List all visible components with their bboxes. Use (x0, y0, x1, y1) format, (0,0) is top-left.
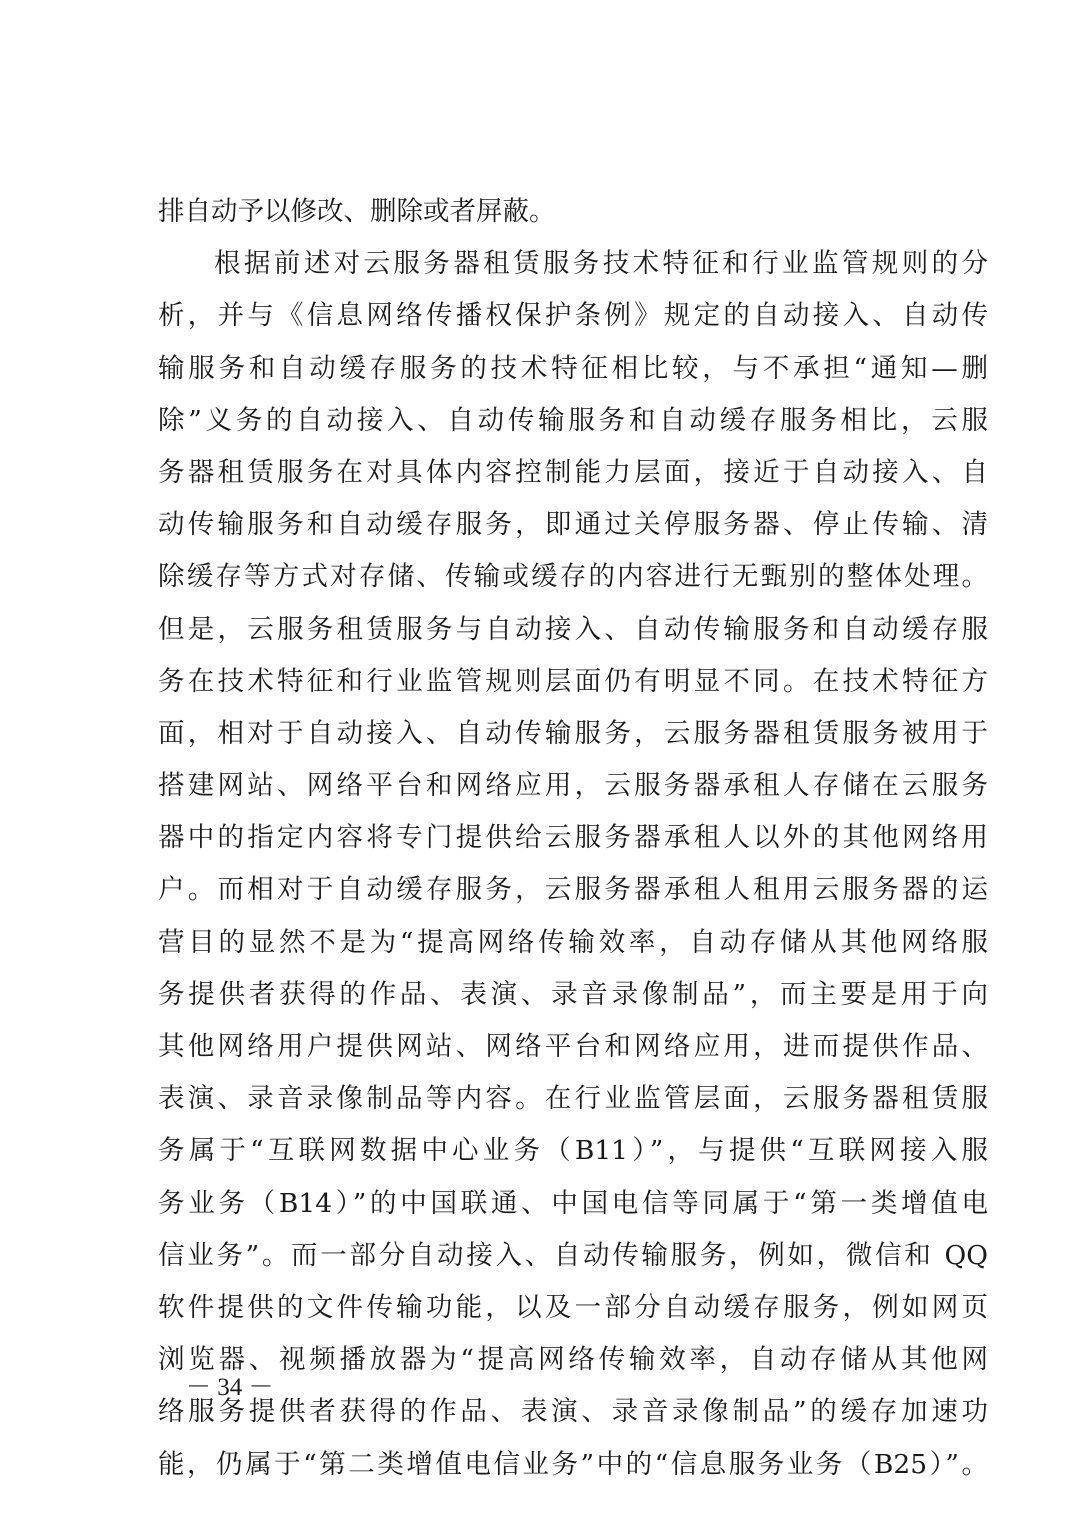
text-line: 输服务和自动缓存服务的技术特征相比较，与不承担“通知—删 (158, 352, 988, 384)
text-line: 能，仍属于“第二类增值电信业务”中的“信息服务业务（B25）”。 (158, 1448, 988, 1480)
text-line: 务器租赁服务在对具体内容控制能力层面，接近于自动接入、自 (158, 456, 988, 488)
text-line: 表演、录音录像制品等内容。在行业监管层面，云服务器租赁服 (158, 1083, 988, 1115)
text-line: 浏览器、视频播放器为“提高网络传输效率，自动存储从其他网 (158, 1344, 988, 1376)
text-line: 其他网络用户提供网站、网络平台和网络应用，进而提供作品、 (158, 1031, 988, 1062)
text-line: 务属于“互联网数据中心业务（B11）”，与提供“互联网接入服 (158, 1135, 988, 1167)
text-line: 务业务（B14）”的中国联通、中国电信等同属于“第一类增值电 (158, 1187, 988, 1219)
text-line: 络服务提供者获得的作品、表演、录音录像制品”的缓存加速功 (158, 1396, 988, 1428)
text-line: 户。而相对于自动缓存服务，云服务器承租人租用云服务器的运 (158, 874, 988, 906)
text-line: 除”义务的自动接入、自动传输服务和自动缓存服务相比，云服 (158, 404, 988, 436)
page-number: － 34 － (186, 1374, 274, 1401)
text-line: 动传输服务和自动缓存服务，即通过关停服务器、停止传输、清 (158, 509, 988, 541)
text-line: 信业务”。而一部分自动接入、自动传输服务，例如，微信和 QQ (158, 1239, 988, 1271)
text-line: 但是，云服务租赁服务与自动接入、自动传输服务和自动缓存服 (158, 613, 988, 645)
text-line: 面，相对于自动接入、自动传输服务，云服务器租赁服务被用于 (158, 717, 988, 749)
text-line: 营目的显然不是为“提高网络传输效率，自动存储从其他网络服 (158, 926, 988, 958)
text-line: 务提供者获得的作品、表演、录音录像制品”，而主要是用于向 (158, 978, 988, 1010)
text-line: 除缓存等方式对存储、传输或缓存的内容进行无甄别的整体处理。 (158, 561, 988, 593)
text-line: 务在技术特征和行业监管规则层面仍有明显不同。在技术特征方 (158, 665, 988, 697)
paragraph-first-line: 根据前述对云服务器租赁服务技术特征和行业监管规则的分 (214, 248, 988, 280)
text-line: 排自动予以修改、删除或者屏蔽。 (158, 196, 556, 227)
text-line: 搭建网站、网络平台和网络应用，云服务器承租人存储在云服务 (158, 770, 988, 802)
text-line: 软件提供的文件传输功能，以及一部分自动缓存服务，例如网页 (158, 1291, 988, 1323)
text-line: 析，并与《信息网络传播权保护条例》规定的自动接入、自动传 (158, 300, 988, 332)
body-text (158, 186, 988, 1491)
text-line: 器中的指定内容将专门提供给云服务器承租人以外的其他网络用 (158, 822, 988, 854)
